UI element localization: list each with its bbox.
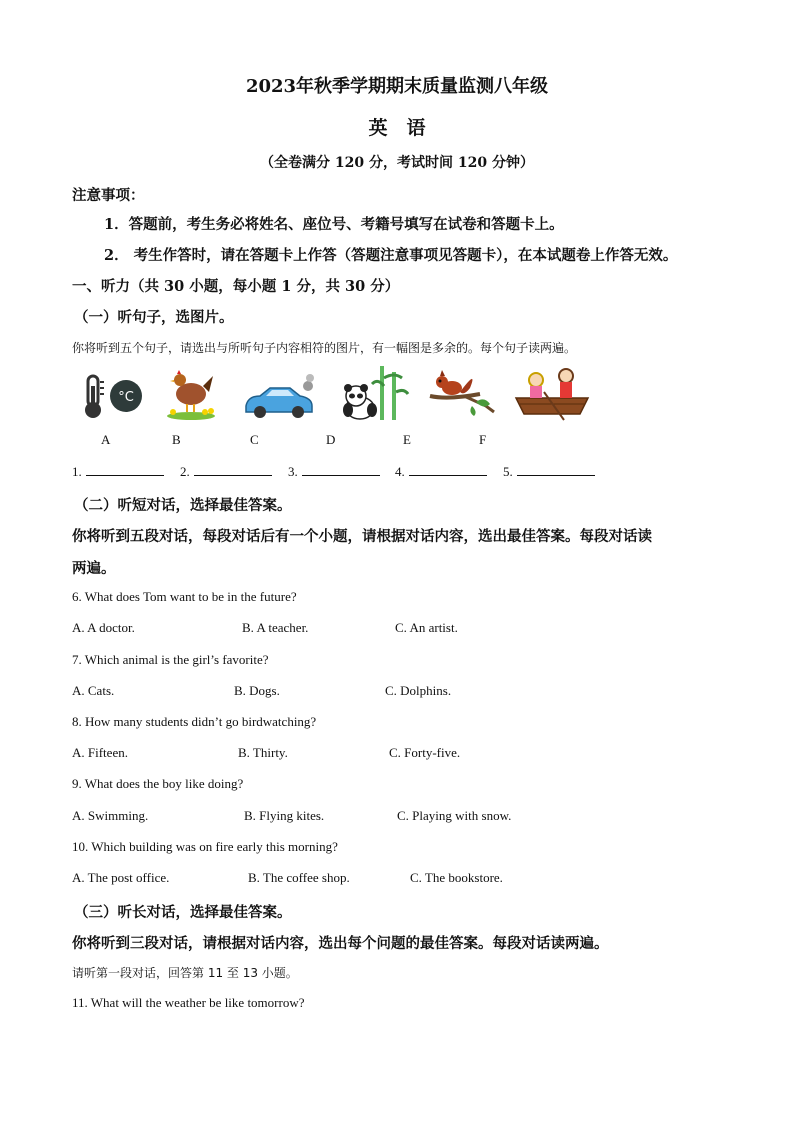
q8-option-b[interactable]: B. Thirty. bbox=[238, 745, 288, 760]
q8-option-a[interactable]: A. Fifteen. bbox=[72, 745, 128, 760]
sec3-sub-instruction: 请听第一段对话，回答第 11 至 13 小题。 bbox=[72, 966, 298, 980]
thermometer-icon bbox=[78, 370, 144, 420]
picture-label-f: F bbox=[479, 432, 487, 447]
q7-option-b[interactable]: B. Dogs. bbox=[234, 683, 280, 698]
sec2-heading: （二）听短对话，选择最佳答案。 bbox=[74, 497, 292, 514]
sec1-instruction: 你将听到五个句子，请选出与所听句子内容相符的图片，有一幅图是多余的。每个句子读两遍。 bbox=[72, 341, 577, 355]
q7-option-c[interactable]: C. Dolphins. bbox=[385, 683, 452, 698]
sec2-instruction-line2: 两遍。 bbox=[72, 560, 116, 577]
notes-heading: 注意事项： bbox=[72, 187, 145, 204]
picture-label-a: A bbox=[101, 432, 111, 447]
sec1-heading: （一）听句子，选图片。 bbox=[74, 309, 234, 326]
q6-option-b[interactable]: B. A teacher. bbox=[242, 620, 309, 635]
picture-label-e: E bbox=[403, 432, 411, 447]
q10-option-c[interactable]: C. The bookstore. bbox=[410, 870, 503, 885]
q10-option-b[interactable]: B. The coffee shop. bbox=[248, 870, 350, 885]
question-11: 11. What will the weather be like tomorrow? bbox=[72, 995, 305, 1010]
squirrel-icon bbox=[424, 366, 496, 418]
answer-blank-5[interactable]: 5. bbox=[503, 463, 595, 480]
q7-option-a[interactable]: A. Cats. bbox=[72, 683, 115, 698]
picture-label-c: C bbox=[250, 432, 259, 447]
q9-option-a[interactable]: A. Swimming. bbox=[72, 808, 149, 823]
question-7: 7. Which animal is the girl’s favorite? bbox=[72, 652, 269, 667]
rowing-boat-icon bbox=[514, 364, 590, 422]
subject-title: 英 语 bbox=[368, 117, 426, 139]
question-10: 10. Which building was on fire early this morning? bbox=[72, 839, 338, 854]
part1-heading: 一、听力（共 30 小题，每小题 1 分，共 30 分） bbox=[72, 278, 400, 295]
q6-option-a[interactable]: A. A doctor. bbox=[72, 620, 135, 635]
question-6: 6. What does Tom want to be in the future? bbox=[72, 589, 297, 604]
sec2-instruction-line1: 你将听到五段对话，每段对话后有一个小题，请根据对话内容，选出最佳答案。每段对话读 bbox=[72, 528, 652, 545]
hen-icon bbox=[165, 366, 217, 420]
exam-info: （全卷满分 120 分，考试时间 120 分钟） bbox=[260, 155, 534, 171]
question-8: 8. How many students didn’t go birdwatching? bbox=[72, 714, 317, 729]
answer-blank-4[interactable]: 4. bbox=[395, 463, 487, 480]
notes-item-1: 1．答题前，考生务必将姓名、座位号、考籍号填写在试卷和答题卡上。 bbox=[104, 216, 564, 233]
q9-option-b[interactable]: B. Flying kites. bbox=[244, 808, 325, 823]
q10-option-a[interactable]: A. The post office. bbox=[72, 870, 170, 885]
exam-title: 2023年秋季学期期末质量监测八年级 bbox=[245, 76, 549, 97]
panda-bamboo-icon bbox=[336, 364, 410, 422]
picture-label-d: D bbox=[326, 432, 336, 447]
notes-item-2: 2． 考生作答时，请在答题卡上作答（答题注意事项见答题卡），在本试题卷上作答无效。 bbox=[104, 247, 678, 264]
sec3-heading: （三）听长对话，选择最佳答案。 bbox=[74, 904, 292, 921]
q9-option-c[interactable]: C. Playing with snow. bbox=[397, 808, 512, 823]
answer-blank-1[interactable]: 1. bbox=[72, 463, 164, 480]
question-9: 9. What does the boy like doing? bbox=[72, 776, 244, 791]
svg-text:°C: °C bbox=[118, 390, 134, 405]
picture-label-b: B bbox=[172, 432, 181, 447]
sec3-instruction: 你将听到三段对话，请根据对话内容，选出每个问题的最佳答案。每段对话读两遍。 bbox=[72, 935, 609, 952]
answer-blank-2[interactable]: 2. bbox=[180, 463, 272, 480]
car-icon bbox=[242, 374, 318, 422]
q6-option-c[interactable]: C. An artist. bbox=[395, 620, 458, 635]
answer-blank-3[interactable]: 3. bbox=[288, 463, 380, 480]
q8-option-c[interactable]: C. Forty-five. bbox=[389, 745, 461, 760]
